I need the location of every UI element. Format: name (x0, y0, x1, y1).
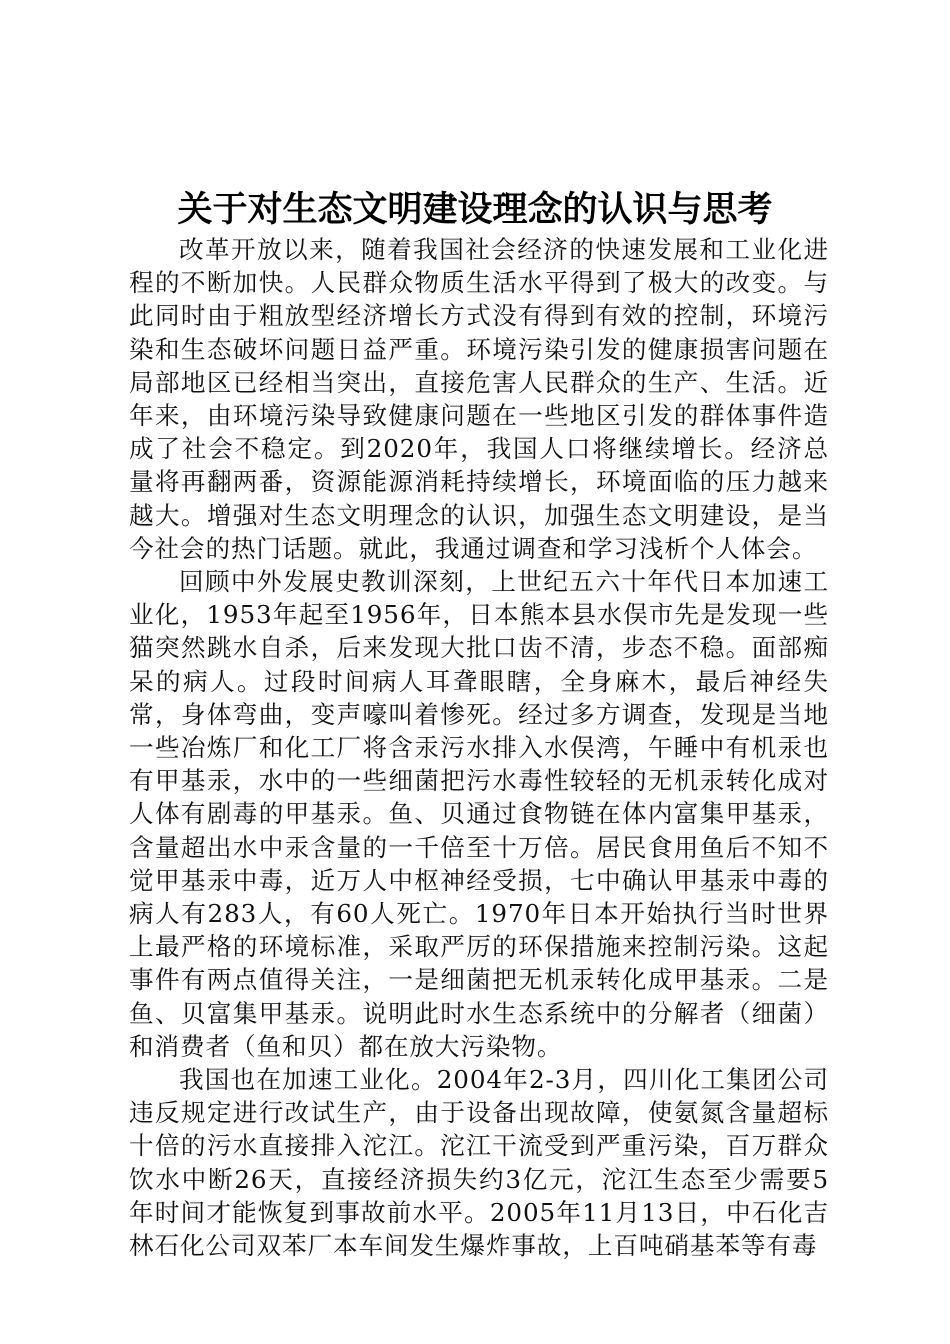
paragraph-japan-history: 回顾中外发展史教训深刻，上世纪五六十年代日本加速工业化，1953年起至1956年，日本熊本县水俣市先是发现一些猫突然跳水自杀，后来发现大批口齿不清，步态不稳。面部痴呆的病人。过段时间病人耳聋眼瞎，全身麻木，最后神经失常，身体弯曲，变声嚎叫着惨死。经过多方调查，发现是当地一些冶炼厂和化工厂将含汞污水排入水俣湾，午睡中有机汞也有甲基汞，水中的一些细菌把污水毒性较轻的无机汞转化成对人体有剧毒的甲基汞。鱼、贝通过食物链在体内富集甲基汞，含量超出水中汞含量的一千倍至十万倍。居民食用鱼后不知不觉甲基汞中毒，近万人中枢神经受损，七中确认甲基汞中毒的病人有283人，有60人死亡。1970年日本开始执行当时世界上最严格的环境标准，采取严厉的环保措施来控制污染。这起事件有两点值得关注，一是细菌把无机汞转化成甲基汞。二是鱼、贝富集甲基汞。说明此时水生态系统中的分解者（细菌）和消费者（鱼和贝）都在放大污染物。 (129, 567, 829, 1061)
paragraph-china-industrialization: 我国也在加速工业化。2004年2-3月，四川化工集团公司违反规定进行改试生产，由于设备出现故障，使氨氮含量超标十倍的污水直接排入沱江。沱江干流受到严重污染，百万群众饮水中断26天，直接经济损失约3亿元，沱江生态至少需要5年时间才能恢复到事故前水平。2005年11月13日，中石化吉林石化公司双苯厂本车间发生爆炸事故，上百吨硝基苯等有毒 (129, 1065, 829, 1261)
document-title: 关于对生态文明建设理念的认识与思考 (177, 189, 773, 230)
document-body (129, 233, 829, 1262)
paragraph-intro: 改革开放以来，随着我国社会经济的快速发展和工业化进程的不断加快。人民群众物质生活水平得到了极大的改变。与此同时由于粗放型经济增长方式没有得到有效的控制，环境污染和生态破坏问题日益严重。环境污染引发的健康损害问题在局部地区已经相当突出，直接危害人民群众的生产、生活。近年来，由环境污染导致健康问题在一些地区引发的群体事件造成了社会不稳定。到2020年，我国人口将继续增长。经济总量将再翻两番，资源能源消耗持续增长，环境面临的压力越来越大。增强对生态文明理念的认识，加强生态文明建设，是当今社会的热门话题。就此，我通过调查和学习浅析个人体会。 (129, 235, 829, 563)
